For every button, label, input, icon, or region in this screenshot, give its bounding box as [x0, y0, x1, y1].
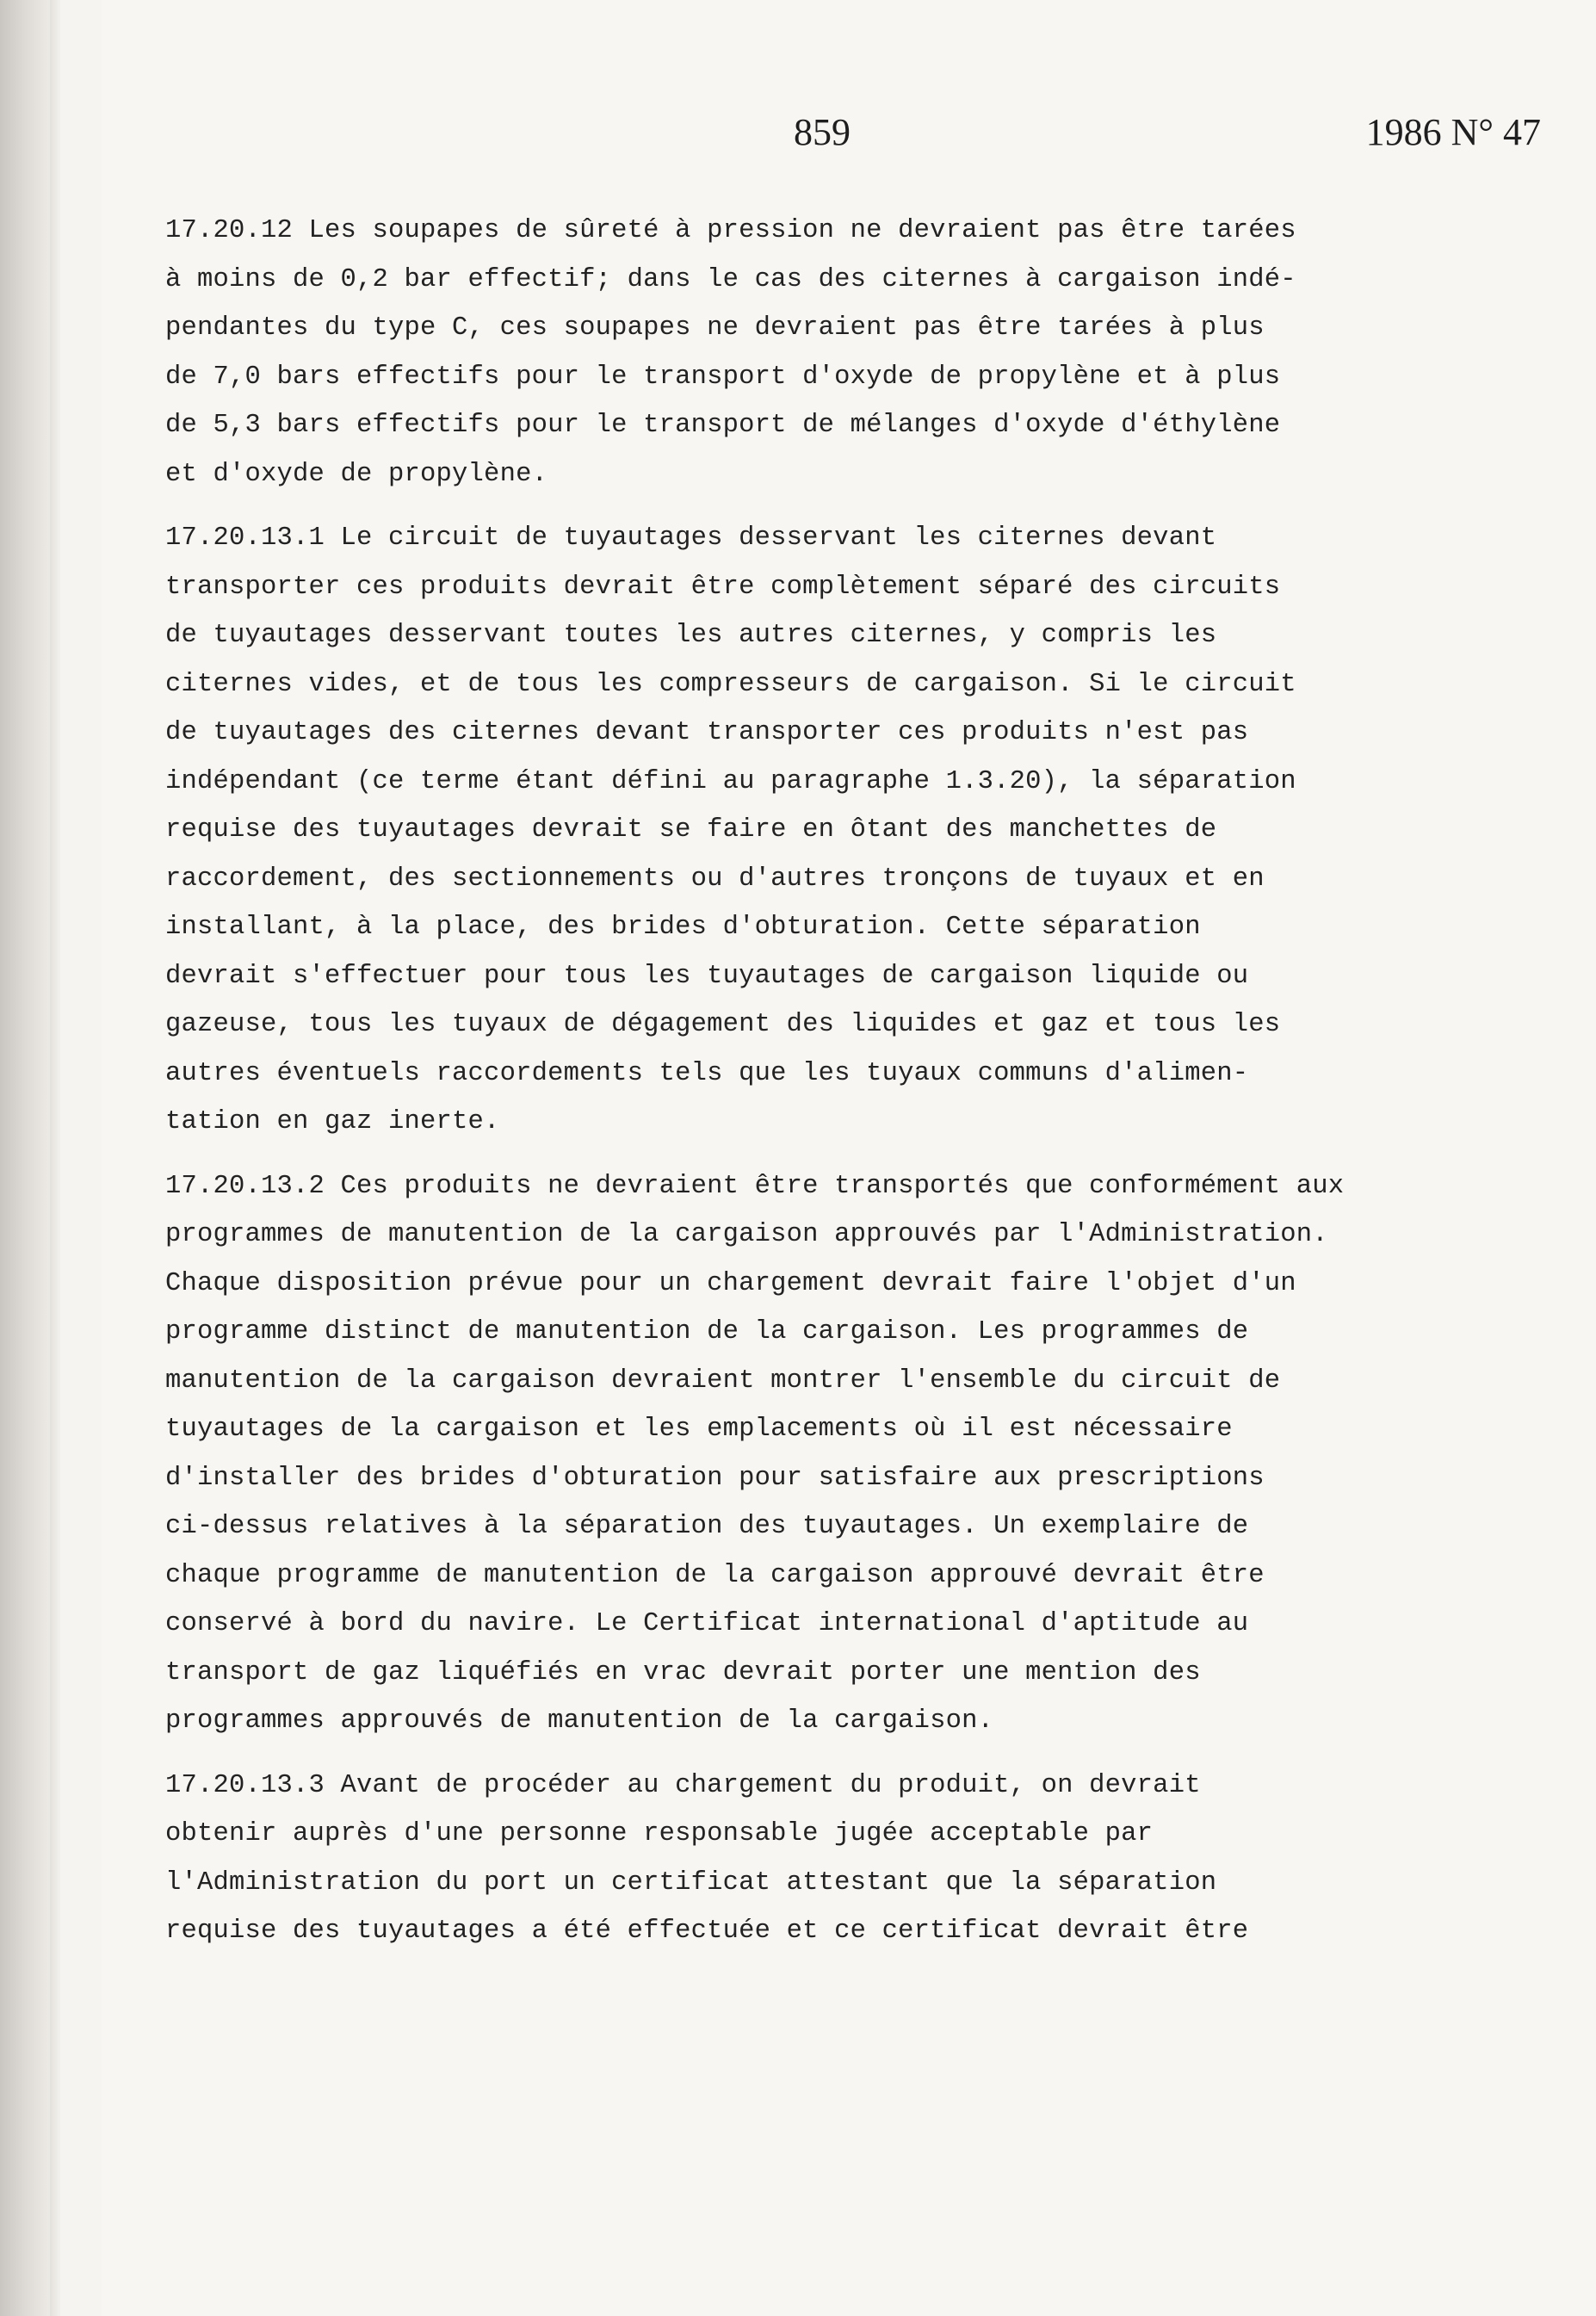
page-header	[102, 110, 1596, 162]
page-edge	[50, 0, 60, 2316]
page-number: 859	[794, 111, 851, 153]
paragraph-17-20-13-3: 17.20.13.3 Avant de procéder au chargement du produit, on devrait obtenir auprès d'une personne responsable jugée acceptable par l'Administration du port un certificat attestant que la séparation requise des tuyautages a été effectuée et ce certificat devrait être	[165, 1770, 1249, 1946]
body-text	[165, 207, 1439, 1972]
paragraph-17-20-12: 17.20.12 Les soupapes de sûreté à pression ne devraient pas être tarées à moins de 0,2 bar effectif; dans le cas des citernes à cargaison indé- pendantes du type C, ces soupapes ne devraient pas être tarées à plus de 7,0 bars effectifs pour le transport d'oxyde de propylène et à plus de 5,3 bars effectifs pour le transport de mélanges d'oxyde d'éthylène et d'oxyde de propylène.	[165, 216, 1296, 489]
gazette-reference: 1986 N° 47	[1365, 111, 1541, 153]
paragraph-17-20-13-2: 17.20.13.2 Ces produits ne devraient être transportés que conformément aux programmes de manutention de la cargaison approuvés par l'Administration. Chaque disposition prévue pour un chargement devrait faire l'objet d'un programme distinct de manutention de la cargaison. Les programmes de manutention de la cargaison devraient montrer l'ensemble du circuit de tuyautages de la cargaison et les emplacements où il est nécessaire d'installer des brides d'obturation pour satisfaire aux prescriptions ci-dessus relatives à la séparation des tuyautages. Un exemplaire de chaque programme de manutention de la cargaison approuvé devrait être conservé à bord du navire. Le Certificat international d'aptitude au transport de gaz liquéfiés en vrac devrait porter une mention des programmes approuvés de manutention de la cargaison.	[165, 1171, 1345, 1736]
scan-binding-shadow	[0, 0, 52, 2316]
paragraph-17-20-13-1: 17.20.13.1 Le circuit de tuyautages desservant les citernes devant transporter ces produits devrait être complètement séparé des circuits de tuyautages desservant toutes les autres citernes, y compris les citernes vides, et de tous les compresseurs de cargaison. Si le circuit de tuyautages des citernes devant transporter ces produits n'est pas indépendant (ce terme étant défini au paragraphe 1.3.20), la séparation requise des tuyautages devrait se faire en ôtant des manchettes de raccordement, des sectionnements ou d'autres tronçons de tuyaux et en installant, à la place, des brides d'obturation. Cette séparation devrait s'effectuer pour tous les tuyautages de cargaison liquide ou gazeuse, tous les tuyaux de dégagement des liquides et gaz et tous les autres éventuels raccordements tels que les tuyaux communs d'alimen- tation en gaz inerte.	[165, 523, 1296, 1136]
